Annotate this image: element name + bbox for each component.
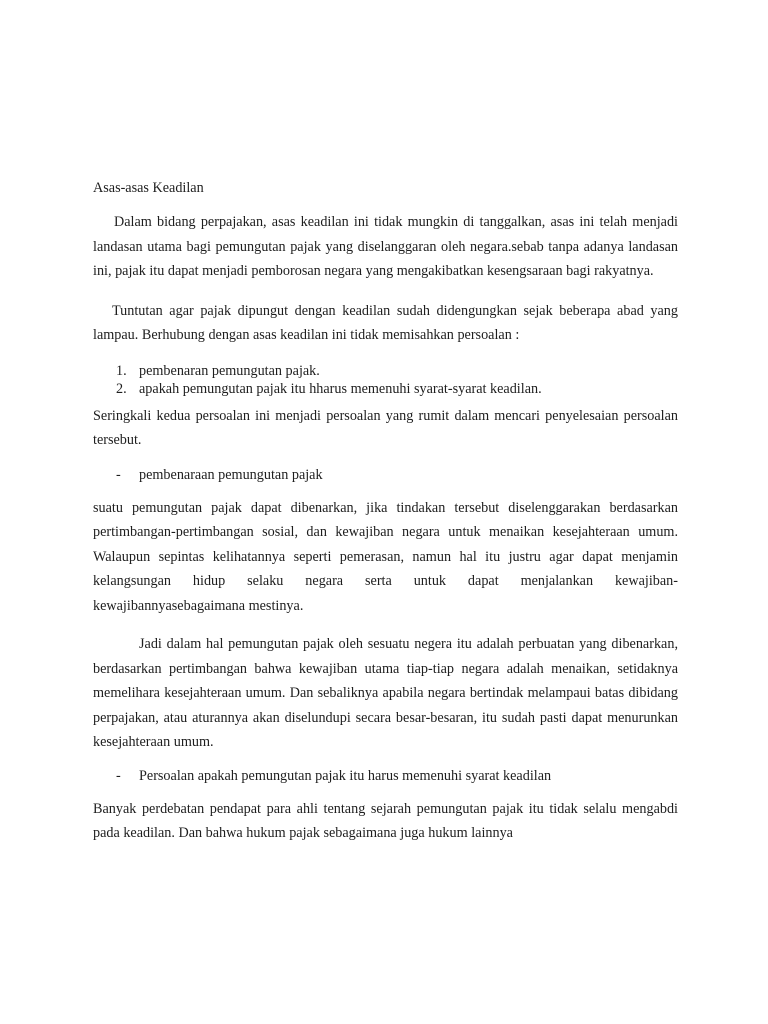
- dash-bullet: -: [116, 466, 121, 483]
- paragraph-keadilan-intro: Dalam bidang perpajakan, asas keadilan ini tidak mungkin di tanggalkan, asas ini telah menjadi landasan utama bagi pemungutan pajak yang diselanggaran oleh negara.sebab tanpa adanya landasan ini, pajak itu dapat menjadi pemborosan negara yang mengakibatkan kesengsaraan bagi rakyatnya.: [93, 214, 678, 279]
- section-heading: Asas-asas Keadilan: [93, 180, 204, 196]
- list-item-number: 1.: [116, 362, 127, 379]
- subheading-text: Persoalan apakah pemungutan pajak itu harus memenuhi syarat keadilan: [139, 767, 552, 784]
- paragraph-seringkali: Seringkali kedua persoalan ini menjadi persoalan yang rumit dalam mencari penyelesaian persoalan tersebut.: [93, 407, 678, 448]
- paragraph-jadi: Jadi dalam hal pemungutan pajak oleh sesuatu negera itu adalah perbuatan yang dibenarkan, berdasarkan pertimbangan bahwa kewajiban utama tiap-tiap negara adalah menaikan, setidaknya memelihara kesejahteraan umum. Dan sebaliknya apabila negara bertindak melampaui batas dibidang perpajakan, atau aturannya akan diselundupi secara besar-besaran, itu sudah pasti dapat menurunkan kesejahteraan umum.: [93, 636, 678, 750]
- dash-bullet: -: [116, 767, 121, 784]
- subheading-pembenaraan: [93, 465, 678, 485]
- list-item: [93, 380, 678, 398]
- list-item-text: pembenaran pemungutan pajak.: [139, 362, 320, 379]
- numbered-list: [93, 362, 678, 398]
- list-item-number: 2.: [116, 380, 127, 397]
- list-item: [93, 362, 678, 380]
- subheading-persoalan: [93, 766, 678, 786]
- paragraph-banyak: Banyak perdebatan pendapat para ahli tentang sejarah pemungutan pajak itu tidak selalu mengabdi pada keadilan. Dan bahwa hukum pajak sebagaimana juga hukum lainnya: [93, 800, 678, 841]
- document-page: [93, 178, 678, 846]
- list-item-text: apakah pemungutan pajak itu hharus memenuhi syarat-syarat keadilan.: [139, 380, 542, 397]
- paragraph-pembenaran: suatu pemungutan pajak dapat dibenarkan, jika tindakan tersebut diselenggarakan berdasarkan pertimbangan-pertimbangan sosial, dan kewajiban negara untuk menaikan kesejahteraan umum. Walaupun sepintas kelihatannya seperti pemerasan, namun hal itu justru agar dapat menjamin kelangsungan hidup selaku negara serta untuk dapat menjalankan kewajiban-kewajibannyasebagaimana mestinya.: [93, 499, 678, 614]
- paragraph-tuntutan: Tuntutan agar pajak dipungut dengan keadilan sudah didengungkan sejak beberapa abad yang lampau. Berhubung dengan asas keadilan ini tidak memisahkan persoalan :: [93, 302, 678, 343]
- subheading-text: pembenaraan pemungutan pajak: [139, 466, 323, 483]
